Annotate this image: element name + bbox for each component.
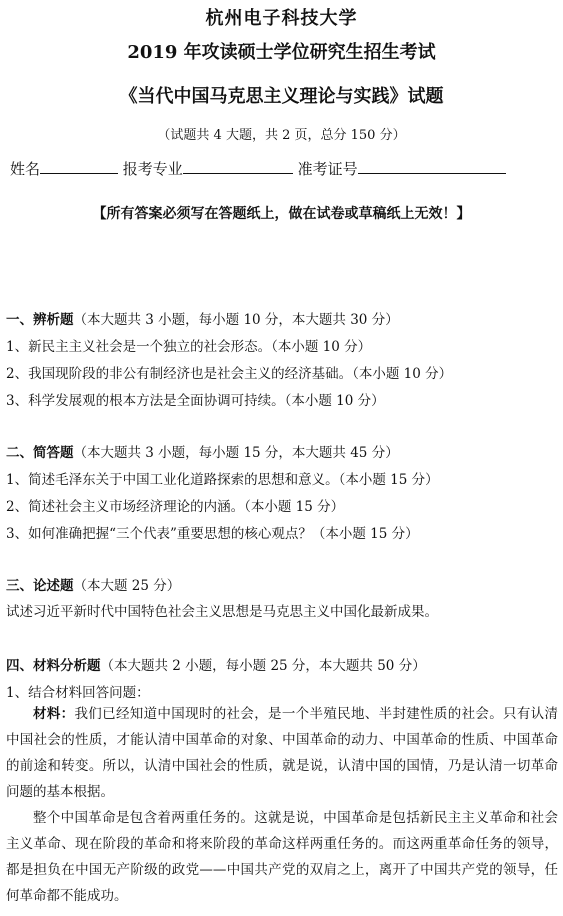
id-blank (358, 159, 506, 174)
material-paragraph-1 (6, 701, 558, 805)
section-2-note: （本大题共 3 小题，每小题 15 分，本大题共 45 分） (73, 445, 399, 461)
section-1-title: 一、辨析题 (6, 312, 74, 328)
subject-title: 《当代中国马克思主义理论与实践》试题 (119, 86, 444, 107)
section-1-heading (6, 308, 399, 328)
exam-meta: （试题共 4 大题，共 2 页，总分 150 分） (157, 128, 406, 143)
id-label: 准考证号 (297, 160, 358, 178)
s3-question: 试述习近平新时代中国特色社会主义思想是马克思主义中国化最新成果。 (6, 604, 438, 620)
section-2-title: 二、简答题 (6, 445, 74, 461)
name-label: 姓名 (10, 160, 41, 178)
s2-question-1: 1、简述毛泽东关于中国工业化道路探索的思想和意义。（本小题 15 分） (6, 472, 439, 488)
s2-question-3: 3、如何准确把握“三个代表”重要思想的核心观点？（本小题 15 分） (6, 526, 419, 542)
section-4-note: （本大题共 2 小题，每小题 25 分，本大题共 50 分） (100, 658, 426, 674)
s1-question-1: 1、新民主主义社会是一个独立的社会形态。（本小题 10 分） (6, 339, 372, 355)
s1-question-2: 2、我国现阶段的非公有制经济也是社会主义的经济基础。（本小题 10 分） (6, 366, 453, 382)
section-4-title: 四、材料分析题 (6, 658, 101, 674)
section-4-heading (6, 654, 426, 674)
section-1-note: （本大题共 3 小题，每小题 10 分，本大题共 30 分） (73, 312, 399, 328)
material-label: 材料： (33, 706, 75, 722)
major-blank (183, 159, 293, 174)
s2-question-2: 2、简述社会主义市场经济理论的内涵。（本小题 15 分） (6, 499, 345, 515)
s1-question-3: 3、科学发展观的根本方法是全面协调可持续。（本小题 10 分） (6, 393, 385, 409)
university-title: 杭州电子科技大学 (205, 8, 358, 29)
candidate-info-row (10, 158, 506, 179)
material-text-1: 我们已经知道中国现时的社会，是一个半殖民地、半封建性质的社会。只有认清中国社会的性质，才能认清中国革命的对象、中国革命的动力、中国革命的性质、中国革命的前途和转变。所以，认清中国社会的性质，就是说，认清中国的国情，乃是认清一切革命问题的基本根据。 (6, 706, 559, 800)
s4-question-1: 1、结合材料回答问题： (6, 685, 150, 701)
section-3-note: （本大题 25 分） (73, 578, 181, 594)
notice: 【所有答案必须写在答题纸上，做在试卷或草稿纸上无效！】 (92, 206, 471, 222)
section-2-heading (6, 441, 399, 461)
major-label: 报考专业 (122, 160, 183, 178)
name-blank (40, 159, 118, 174)
exam-title: 2019 年攻读硕士学位研究生招生考试 (127, 42, 436, 63)
section-3-heading (6, 574, 180, 594)
material-paragraph-2: 整个中国革命是包含着两重任务的。这就是说，中国革命是包括新民主主义革命和社会主义革命、现在阶段的革命和将来阶段的革命这样两重任务的。而这两重革命任务的领导，都是担负在中国无产阶级的政党——中国共产党的双肩之上，离开了中国共产党的领导，任何革命都不能成功。 (6, 810, 558, 904)
section-3-title: 三、论述题 (6, 578, 74, 594)
